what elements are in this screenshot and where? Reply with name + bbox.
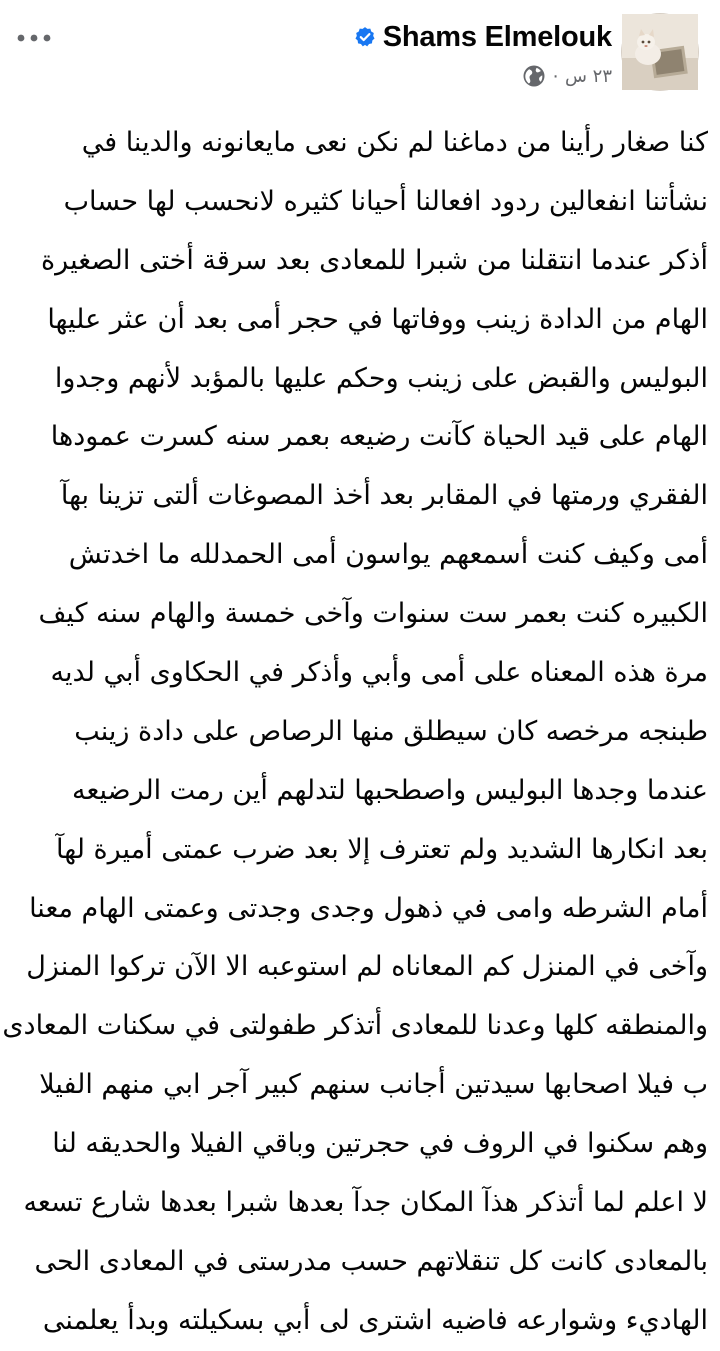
post-text-line: البوليس والقبض على زينب وحكم عليها بالمؤبد لأنهم وجدوا — [54, 362, 708, 394]
avatar-image — [622, 14, 698, 90]
post-text-line: لا اعلم لما أتذكر هذآ المكان جدآ بعدها شبرا بعدها شارع تسعه — [23, 1187, 708, 1219]
post-text-line: الهام من الدادة زينب ووفاتها في حجر أمى بعد أن عثر عليها — [47, 303, 708, 335]
post-text-line: الهاديء وشوارعه فاضيه اشترى لى أبي بسكيلته وبدأ يعلمنى — [42, 1304, 708, 1336]
post-text-line: الفقري ورمتها في المقابر بعد أخذ المصوغات ألتى تزينا بهآ — [60, 480, 708, 512]
avatar[interactable] — [622, 14, 698, 90]
post-text-line: بالمعادى كانت كل تنقلاتهم حسب مدرستى في المعادى الحى — [34, 1245, 708, 1277]
post-text-line: والمنطقه كلها وعدنا للمعادى أتذكر طفولتى في سكنات المعادى — [2, 1010, 708, 1042]
author-row — [354, 14, 612, 60]
post-text-line: وآخى في المنزل كم المعاناه لم استوعبه الا الآن تركوا المنزل — [26, 951, 708, 983]
author-name[interactable]: Shams Elmelouk — [382, 20, 612, 53]
post-timestamp[interactable]: ٢٣ س — [564, 65, 612, 87]
more-options-button[interactable] — [14, 24, 54, 52]
post-text-line: بعد انكارها الشديد ولم تعترف إلا بعد ضرب عمتى أميرة لهآ — [56, 833, 708, 865]
post-text-line: عندما وجدها البوليس واصطحبها لتدلهم أين رمت الرضيعه — [71, 774, 708, 806]
post-text-line: نشأتنا انفعالين ردود افعالنا أحيانا كثيره لانحسب لها حساب — [63, 185, 708, 217]
post-text-line: ب فيلا اصحابها سيدتين أجانب سنهم كبير آجر ابي منهم الفيلا — [39, 1069, 708, 1101]
more-options-icon — [17, 33, 51, 43]
post-text-line: وهم سكنوا في الروف في حجرتين وباقي الفيلا والحديقه لنا — [52, 1128, 708, 1160]
post-text-line: كنا صغار رأينا من دماغنا لم نكن نعى مايعانونه والدينا في — [81, 127, 708, 158]
globe-icon[interactable] — [522, 64, 546, 88]
post-text-line: الهام على قيد الحياة كآنت رضيعه بعمر سنه كسرت عمودها — [50, 421, 708, 453]
post-text-line: الكبيره كنت بعمر ست سنوات وآخى خمسة والهام سنه كيف — [38, 598, 708, 630]
post-text-line: أمام الشرطه وامى في ذهول وجدى وجدتى وعمتى الهام معنا — [29, 892, 708, 924]
meta-separator: · — [552, 64, 559, 87]
post-header — [0, 0, 720, 110]
post-text-line: أذكر عندما انتقلنا من شبرا للمعادى بعد سرقة أختى الصغيرة — [41, 244, 708, 276]
post-text-line: طبنجه مرخصه كان سيطلق منها الرصاص على دادة زينب — [74, 715, 708, 747]
post-meta — [522, 60, 612, 92]
post-body — [2, 114, 708, 1351]
post-text-line: أمى وكيف كنت أسمعهم يواسون أمى الحمدلله ما اخدتش — [68, 539, 708, 571]
post-text-line: مرة هذه المعناه على أمى وأبي وأذكر في الحكاوى أبي لديه — [50, 657, 708, 689]
verified-badge-icon — [354, 26, 376, 48]
